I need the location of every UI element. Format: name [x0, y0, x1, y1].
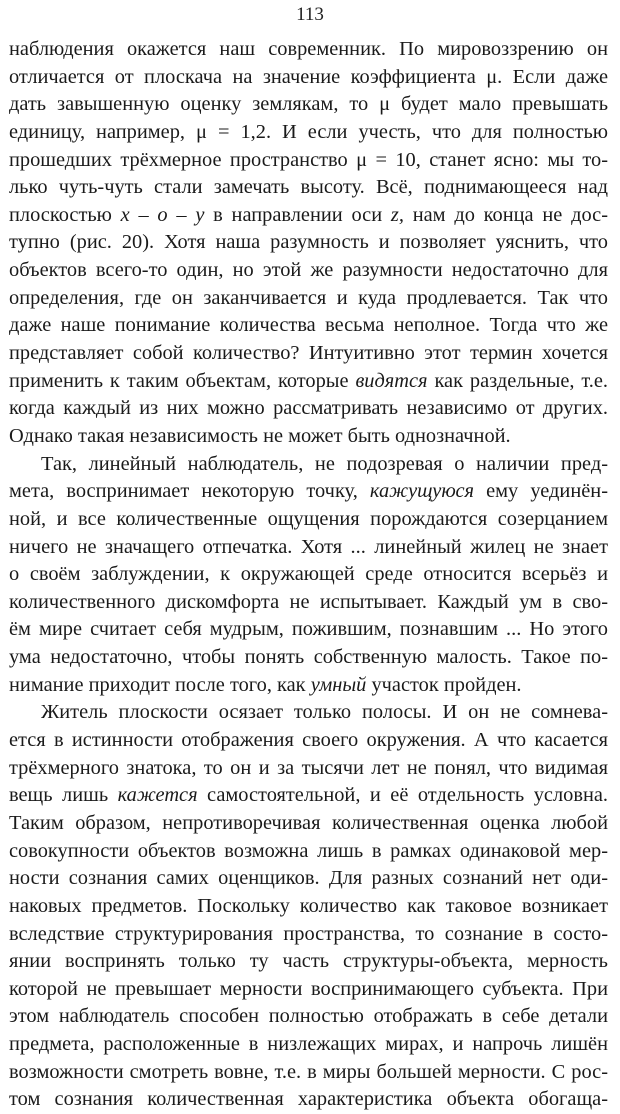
text-line: применить к таким объектам, которые видятся как раздельные, т.е. [9, 369, 608, 392]
text-line: мета, воспринимает некоторую точку, кажущуюся ему уединён- [9, 480, 608, 503]
text-line: ется в истинности отображения своего окружения. А что касается [9, 729, 608, 752]
paragraph [9, 36, 608, 451]
text-line: трёхмерного знатока, то он и за тысячи лет не понял, что видимая [9, 756, 608, 779]
text-line: о своём заблуждении, к окружающей среде относится всерьёз и [9, 563, 608, 586]
text-line: ём мире считает себя мудрым, пожившим, познавшим ... Но этого [9, 618, 608, 641]
text-line: ума недостаточно, чтобы понять собственную малость. Такое по- [9, 646, 608, 669]
text-line: количественного дискомфорта не испытывает. Каждый ум в сво- [9, 590, 608, 613]
text-line: наковых предметов. Поскольку количество как таковое возникает [9, 894, 608, 917]
text-line: нимание приходит после того, как умный участок пройден. [9, 673, 522, 696]
text-line: Так, линейный наблюдатель, не подозревая о наличии пред- [41, 452, 608, 475]
text-line: отличается от плоскача на значение коэффициента μ. Если даже [9, 65, 608, 88]
text-line: когда каждый из них можно рассматривать независимо от других. [9, 397, 608, 420]
text-line: прошедших трёхмерное пространство μ = 10, станет ясно: мы то- [9, 148, 608, 171]
text-line: ной, и все количественные ощущения порождаются созерцанием [9, 507, 608, 530]
text-line: янии воспринять только ту часть структуры-объекта, мерность [9, 950, 608, 973]
paragraph [9, 451, 608, 700]
text-line: вследствие структурирования пространства, то сознание в состо- [9, 922, 608, 945]
text-line: этом наблюдатель способен полностью отображать в себе детали [9, 1005, 608, 1028]
paragraph [9, 699, 608, 1114]
text-line: ности сознания самих оценщиков. Для разных сознаний нет оди- [9, 867, 608, 890]
text-line: тупно (рис. 20). Хотя наша разумность и позволяет уяснить, что [9, 231, 608, 254]
text-line: Однако такая независимость не может быть однозначной. [9, 424, 511, 447]
text-line: представляет собой количество? Интуитивно этот термин хочется [9, 342, 608, 365]
text-line: Житель плоскости осязает только полосы. И он не сомнева- [41, 701, 608, 724]
text-line: наблюдения окажется наш современник. По мировоззрению он [9, 38, 608, 60]
text-line: дать завышенную оценку землякам, то μ будет мало превышать [9, 93, 608, 116]
text-line: ничего не значащего отпечатка. Хотя ... линейный жилец не знает [9, 535, 608, 558]
text-line: объектов всего-то один, но этой же разумности недостаточно для [9, 259, 608, 282]
text-line: плоскостью x – o – y в направлении оси z, нам до конца не дос- [9, 203, 608, 226]
text-line: единицу, например, μ = 1,2. И если учесть, что для полностью [9, 120, 608, 143]
text-line: том сознания количественная характеристика объекта обогаща- [9, 1088, 608, 1111]
text-line: Таким образом, непротиворечивая количественная оценка любой [9, 811, 608, 834]
text-line: возможности смотреть вовне, т.е. в миры большей мерности. С рос- [9, 1060, 608, 1083]
text-line: которой не превышает мерности воспринимающего субъекта. При [9, 977, 608, 1000]
page-number: 113 [296, 4, 324, 25]
body-text [9, 36, 608, 1114]
text-line: вещь лишь кажется самостоятельной, и её отдельность условна. [9, 784, 608, 807]
text-line: совокупности объектов возможна лишь в рамках одинаковой мер- [9, 839, 608, 862]
text-line: даже наше понимание количества весьма неполное. Тогда что же [9, 314, 608, 337]
text-line: определения, где он заканчивается и куда продлевается. Так что [9, 286, 608, 309]
text-line: предмета, расположенные в низлежащих мирах, и напрочь лишён [9, 1033, 608, 1056]
text-line: лько чуть-чуть стали замечать высоту. Всё, поднимающееся над [9, 176, 608, 199]
